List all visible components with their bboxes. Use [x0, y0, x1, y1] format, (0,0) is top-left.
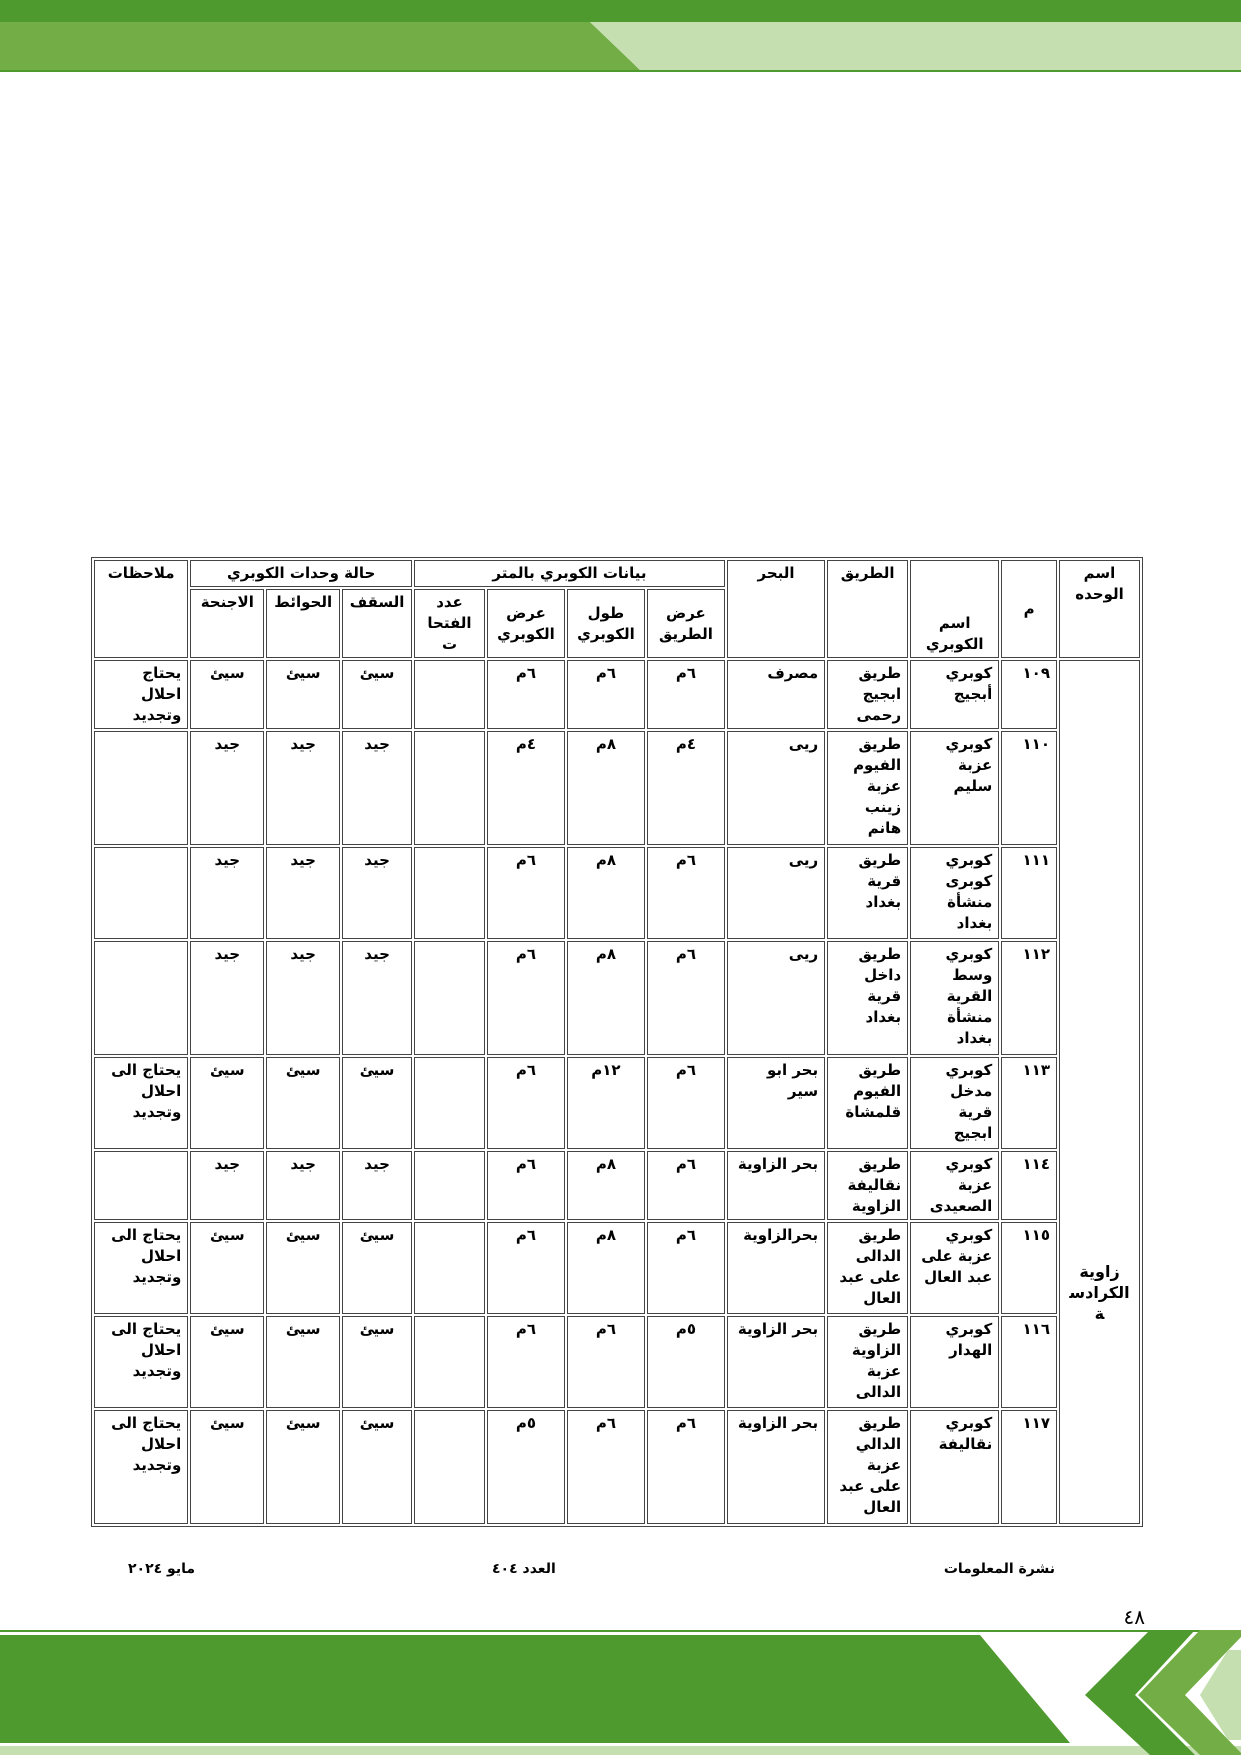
- cell-walls: سيئ: [266, 1316, 340, 1408]
- cell-roof: سيئ: [342, 1410, 412, 1524]
- cell-road-width: ٦م: [647, 941, 725, 1055]
- table-row: [94, 1410, 1140, 1524]
- cell-bridge-name: كوبري وسط القرية منشأة بغداد: [910, 941, 999, 1055]
- cell-num: ١١٤: [1001, 1151, 1057, 1220]
- cell-walls: جيد: [266, 941, 340, 1055]
- header-road: الطريق: [827, 560, 908, 658]
- cell-road-width: ٦م: [647, 1057, 725, 1149]
- cell-bridge-width: ٦م: [487, 1151, 565, 1220]
- cell-openings: [414, 1222, 485, 1314]
- cell-walls: سيئ: [266, 1410, 340, 1524]
- cell-waterway: مصرف: [727, 660, 825, 729]
- cell-bridge-name: كوبري عزبة على عبد العال: [910, 1222, 999, 1314]
- cell-road: طريق قرية بغداد: [827, 847, 908, 939]
- header-bridge-length: طول الكوبري: [567, 589, 645, 658]
- cell-num: ١١٧: [1001, 1410, 1057, 1524]
- footer-date: مايو ٢٠٢٤: [128, 1561, 196, 1577]
- cell-road: طريق الفيوم عزبة زينب هانم: [827, 731, 908, 845]
- table-row: [94, 1057, 1140, 1149]
- cell-bridge-name: كوبري عزبة سليم: [910, 731, 999, 845]
- cell-bridge-name: كوبري الهدار: [910, 1316, 999, 1408]
- cell-bridge-name: كوبري كوبرى منشأة بغداد: [910, 847, 999, 939]
- cell-notes: يحتاج احلال وتجديد: [94, 660, 188, 729]
- table-row: [94, 1222, 1140, 1314]
- cell-num: ١٠٩: [1001, 660, 1057, 729]
- cell-openings: [414, 731, 485, 845]
- cell-road: طريق داخل قرية بغداد: [827, 941, 908, 1055]
- cell-road: طريق نقاليفة الزاوية: [827, 1151, 908, 1220]
- cell-walls: سيئ: [266, 660, 340, 729]
- header-road-width: عرض الطريق: [647, 589, 725, 658]
- cell-roof: سيئ: [342, 1222, 412, 1314]
- cell-notes: [94, 941, 188, 1055]
- footer-publication: نشرة المعلومات: [943, 1561, 1055, 1577]
- cell-wings: سيئ: [190, 1316, 264, 1408]
- cell-roof: سيئ: [342, 1316, 412, 1408]
- cell-waterway: بحرالزاوية: [727, 1222, 825, 1314]
- cell-walls: سيئ: [266, 1057, 340, 1149]
- cell-waterway: ريى: [727, 941, 825, 1055]
- header-num: م: [1001, 560, 1057, 658]
- cell-road-width: ٤م: [647, 731, 725, 845]
- bottom-line: [0, 1630, 1241, 1632]
- header-unit: اسم الوحده: [1059, 560, 1140, 658]
- cell-notes: [94, 1151, 188, 1220]
- header-waterway: البحر: [727, 560, 825, 658]
- cell-roof: سيئ: [342, 660, 412, 729]
- cell-wings: سيئ: [190, 1222, 264, 1314]
- cell-bridge-width: ٦م: [487, 660, 565, 729]
- cell-wings: جيد: [190, 847, 264, 939]
- cell-openings: [414, 847, 485, 939]
- cell-wings: سيئ: [190, 1057, 264, 1149]
- cell-bridge-name: كوبري أبجيج: [910, 660, 999, 729]
- header-roof: السقف: [342, 589, 412, 658]
- bridges-table-container: [91, 557, 1143, 1527]
- banner-underline: [0, 70, 1241, 72]
- cell-bridge-length: ٨م: [567, 941, 645, 1055]
- cell-notes: يحتاج الى احلال وتجديد: [94, 1410, 188, 1524]
- cell-road: طريق الدالى على عبد العال: [827, 1222, 908, 1314]
- cell-bridge-length: ٨م: [567, 1222, 645, 1314]
- cell-num: ١١٦: [1001, 1316, 1057, 1408]
- cell-road: طريق الدالي عزبة على عبد العال: [827, 1410, 908, 1524]
- cell-bridge-name: كوبري مدخل قرية ابجيج: [910, 1057, 999, 1149]
- cell-num: ١١٥: [1001, 1222, 1057, 1314]
- cell-bridge-length: ٦م: [567, 1410, 645, 1524]
- cell-openings: [414, 941, 485, 1055]
- cell-road: طريق الزاوية عزبة الدالى: [827, 1316, 908, 1408]
- cell-road-width: ٦م: [647, 660, 725, 729]
- cell-waterway: ريى: [727, 731, 825, 845]
- header-bridge-data: بيانات الكوبري بالمتر: [414, 560, 725, 587]
- cell-notes: يحتاج الى احلال وتجديد: [94, 1057, 188, 1149]
- cell-walls: جيد: [266, 731, 340, 845]
- cell-openings: [414, 660, 485, 729]
- cell-walls: جيد: [266, 847, 340, 939]
- cell-bridge-width: ٤م: [487, 731, 565, 845]
- cell-num: ١١٢: [1001, 941, 1057, 1055]
- cell-bridge-width: ٦م: [487, 1222, 565, 1314]
- cell-road-width: ٦م: [647, 1410, 725, 1524]
- cell-wings: جيد: [190, 941, 264, 1055]
- banner-mid-green: [0, 22, 640, 70]
- header-wings: الاجنحة: [190, 589, 264, 658]
- header-walls: الحوائط: [266, 589, 340, 658]
- cell-roof: سيئ: [342, 1057, 412, 1149]
- header-bridge-width: عرض الكوبري: [487, 589, 565, 658]
- cell-num: ١١٠: [1001, 731, 1057, 845]
- cell-roof: جيد: [342, 731, 412, 845]
- cell-bridge-length: ٦م: [567, 1316, 645, 1408]
- table-row: [94, 660, 1140, 729]
- cell-roof: جيد: [342, 847, 412, 939]
- cell-bridge-width: ٦م: [487, 1316, 565, 1408]
- cell-road-width: ٦م: [647, 1151, 725, 1220]
- bridges-table: [91, 557, 1143, 1527]
- cell-waterway: ريى: [727, 847, 825, 939]
- cell-wings: سيئ: [190, 660, 264, 729]
- banner-light-green: [590, 22, 1241, 70]
- table-body: [94, 660, 1140, 1524]
- table-row: [94, 941, 1140, 1055]
- cell-openings: [414, 1151, 485, 1220]
- cell-road: طريق ابجيج رحمى: [827, 660, 908, 729]
- cell-openings: [414, 1410, 485, 1524]
- cell-bridge-length: ٦م: [567, 660, 645, 729]
- cell-num: ١١٣: [1001, 1057, 1057, 1149]
- cell-road-width: ٦م: [647, 1222, 725, 1314]
- cell-bridge-name: كوبري عزبة الصعيدى: [910, 1151, 999, 1220]
- cell-waterway: بحر الزاوية: [727, 1316, 825, 1408]
- cell-waterway: بحر ابو سير: [727, 1057, 825, 1149]
- cell-bridge-width: ٦م: [487, 941, 565, 1055]
- header-condition: حالة وحدات الكوبري: [190, 560, 412, 587]
- cell-notes: يحتاج الى احلال وتجديد: [94, 1222, 188, 1314]
- banner-dark-stripe: [0, 0, 1241, 22]
- cell-walls: سيئ: [266, 1222, 340, 1314]
- cell-bridge-length: ٨م: [567, 1151, 645, 1220]
- cell-bridge-length: ٨م: [567, 731, 645, 845]
- cell-wings: جيد: [190, 1151, 264, 1220]
- table-row: [94, 731, 1140, 845]
- cell-notes: [94, 731, 188, 845]
- cell-road-width: ٦م: [647, 847, 725, 939]
- header-bridge-name: اسم الكوبري: [910, 560, 999, 658]
- bottom-light-stripe: [0, 1746, 1241, 1755]
- cell-bridge-width: ٦م: [487, 1057, 565, 1149]
- cell-openings: [414, 1057, 485, 1149]
- footer-issue: العدد ٤٠٤: [492, 1561, 556, 1577]
- cell-road-width: ٥م: [647, 1316, 725, 1408]
- table-header-row-1: [94, 560, 1140, 587]
- cell-roof: جيد: [342, 941, 412, 1055]
- cell-num: ١١١: [1001, 847, 1057, 939]
- table-row: [94, 847, 1140, 939]
- cell-walls: جيد: [266, 1151, 340, 1220]
- bottom-banner: [0, 1625, 1241, 1755]
- cell-bridge-width: ٦م: [487, 847, 565, 939]
- cell-bridge-name: كوبري نقاليفة: [910, 1410, 999, 1524]
- top-banner: [0, 0, 1241, 75]
- cell-notes: يحتاج الى احلال وتجديد: [94, 1316, 188, 1408]
- cell-bridge-width: ٥م: [487, 1410, 565, 1524]
- cell-wings: سيئ: [190, 1410, 264, 1524]
- cell-bridge-length: ١٢م: [567, 1057, 645, 1149]
- cell-notes: [94, 847, 188, 939]
- cell-road: طريق الفيوم قلمشاة: [827, 1057, 908, 1149]
- cell-waterway: بحر الزاوية: [727, 1410, 825, 1524]
- header-notes: ملاحظات: [94, 560, 188, 658]
- page-number: ٤٨: [1123, 1605, 1145, 1629]
- cell-wings: جيد: [190, 731, 264, 845]
- unit-cell: زاوية الكرادسة: [1059, 660, 1140, 1524]
- header-openings: عدد الفتحات: [414, 589, 485, 658]
- cell-waterway: بحر الزاوية: [727, 1151, 825, 1220]
- table-row: [94, 1151, 1140, 1220]
- bottom-green-band: [0, 1635, 1070, 1743]
- cell-bridge-length: ٨م: [567, 847, 645, 939]
- cell-openings: [414, 1316, 485, 1408]
- table-row: [94, 1316, 1140, 1408]
- cell-roof: جيد: [342, 1151, 412, 1220]
